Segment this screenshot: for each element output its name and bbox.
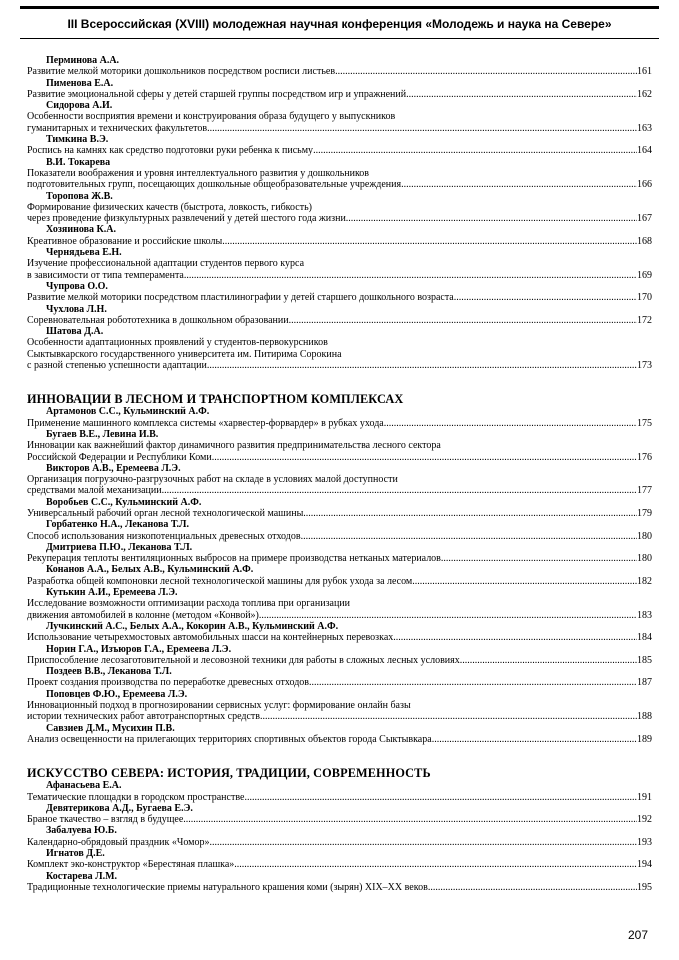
toc-entry xyxy=(27,100,652,134)
entry-page-number: 172 xyxy=(637,314,652,326)
entry-title-line xyxy=(27,270,652,281)
entry-authors: Артамонов С.С., Кульминский А.Ф. xyxy=(46,406,210,418)
dot-leader xyxy=(212,452,637,463)
entry-page-number: 183 xyxy=(637,609,652,621)
entry-authors: Норин Г.А., Изъюров Г.А., Еремеева Л.Э. xyxy=(46,643,232,655)
entry-title-text: Анализ освещенности на прилегающих территориях спортивных объектов города Сыктывкара xyxy=(27,733,432,745)
entry-authors: Торопова Ж.В. xyxy=(46,190,113,202)
entry-authors: Кутькин А.И., Еремеева Л.Э. xyxy=(46,587,178,599)
entry-title-line xyxy=(27,485,652,496)
entry-authors: Дмитриева П.Ю., Леканова Т.Л. xyxy=(46,541,193,553)
dot-leader xyxy=(401,179,637,190)
toc-entry xyxy=(27,564,652,587)
entry-title-line xyxy=(27,89,652,100)
toc-entry xyxy=(27,191,652,225)
toc-entry xyxy=(27,803,652,826)
entry-title-text: Развитие эмоциональной сферы у детей старшей группы посредством игр и упражнений xyxy=(27,88,407,100)
entry-title-line xyxy=(27,655,652,666)
toc-entry xyxy=(27,224,652,247)
entry-page-number: 173 xyxy=(637,360,652,372)
toc-entry xyxy=(27,542,652,565)
entry-page-number: 182 xyxy=(637,575,652,587)
dot-leader xyxy=(184,270,637,281)
entry-page-number: 185 xyxy=(637,654,652,666)
entry-authors: Чупрова О.О. xyxy=(46,280,108,292)
entry-page-number: 179 xyxy=(637,507,652,519)
entry-authors: Пименова Е.А. xyxy=(46,77,114,89)
entry-authors: Хозяинова К.А. xyxy=(46,224,116,236)
entry-title-text: Соревновательная робототехника в дошкольном образовании xyxy=(27,314,289,326)
entry-title-text: с разной степенью успешности адаптации xyxy=(27,360,207,372)
dot-leader xyxy=(289,315,637,326)
entry-title-line xyxy=(27,123,652,134)
entry-title-line xyxy=(27,576,652,587)
dot-leader xyxy=(406,89,637,100)
entry-title-line: Особенности восприятия времени и конструирования образа будущего у выпускников xyxy=(27,111,396,123)
entry-page-number: 180 xyxy=(637,553,652,565)
entry-title-line xyxy=(27,418,652,429)
dot-leader xyxy=(441,553,637,564)
entry-title-text: Развитие мелкой моторики дошкольников посредством росписи листьев xyxy=(27,66,336,78)
toc-entry xyxy=(27,723,652,746)
dot-leader xyxy=(393,632,637,643)
entry-authors: Шатова Д.А. xyxy=(46,326,104,338)
dot-leader xyxy=(209,837,637,848)
dot-leader xyxy=(335,66,637,77)
dot-leader xyxy=(259,610,637,621)
entry-title-line: Изучение профессиональной адаптации студентов первого курса xyxy=(27,258,305,270)
entry-authors: В.И. Токарева xyxy=(46,156,111,168)
toc-entry xyxy=(27,406,652,429)
entry-authors: Поповцев Ф.Ю., Еремеева Л.Э. xyxy=(46,688,188,700)
section-heading: ИСКУССТВО СЕВЕРА: ИСТОРИЯ, ТРАДИЦИИ, СОВРЕМЕННОСТЬ xyxy=(27,766,431,781)
entry-title-text: Универсальный рабочий орган лесной технологической машины xyxy=(27,507,304,519)
toc-entry xyxy=(27,519,652,542)
dot-leader xyxy=(207,123,637,134)
entry-title-text: гуманитарных и технических факультетов xyxy=(27,122,208,134)
entry-page-number: 169 xyxy=(637,269,652,281)
toc-entry xyxy=(27,463,652,497)
entry-page-number: 163 xyxy=(637,122,652,134)
entry-authors: Бугаев В.Е., Левина И.В. xyxy=(46,428,159,440)
entry-title-text: Российской Федерации и Республики Коми xyxy=(27,451,212,463)
toc-entry xyxy=(27,666,652,689)
entry-title-line: Сыктывкарского государственного университета им. Питирима Сорокина xyxy=(27,348,342,360)
entry-title-line xyxy=(27,677,652,688)
toc-entry xyxy=(27,304,652,327)
entry-page-number: 192 xyxy=(637,814,652,826)
toc-entry xyxy=(27,780,652,803)
entry-title-line: Формирование физических качеств (быстрота, ловкость, гибкость) xyxy=(27,201,312,213)
toc-entry xyxy=(27,587,652,621)
entry-title-text: средствами малой механизации xyxy=(27,485,162,497)
entry-authors: Тимкина В.Э. xyxy=(46,134,109,146)
entry-title-line: Инновации как важнейший фактор динамичного развития предпринимательства лесного сектора xyxy=(27,440,441,452)
dot-leader xyxy=(303,508,637,519)
dot-leader xyxy=(222,236,637,247)
dot-leader xyxy=(162,485,637,496)
section-heading: ИННОВАЦИИ В ЛЕСНОМ И ТРАНСПОРТНОМ КОМПЛЕКСАХ xyxy=(27,392,404,407)
entry-page-number: 194 xyxy=(637,859,652,871)
dot-leader xyxy=(244,792,637,803)
entry-title-text: через проведение физкультурных развлечений у детей шестого года жизни xyxy=(27,213,346,225)
entry-page-number: 176 xyxy=(637,451,652,463)
toc-entry xyxy=(27,644,652,667)
entry-title-line xyxy=(27,236,652,247)
conference-title: III Всероссийская (XVIII) молодежная научная конференция «Молодежь и наука на Севере» xyxy=(67,16,612,31)
entry-page-number: 191 xyxy=(637,791,652,803)
entry-authors: Сидорова А.И. xyxy=(46,100,113,112)
entry-title-line: Организация погрузочно-разгрузочных работ на складе в условиях малой доступности xyxy=(27,474,398,486)
entry-page-number: 188 xyxy=(637,711,652,723)
toc-entry xyxy=(27,134,652,157)
page-number: 207 xyxy=(628,928,649,942)
entry-title-line: Инновационный подход в прогнозировании сервисных услуг: формирование онлайн базы xyxy=(27,700,411,712)
toc-entry xyxy=(27,848,652,871)
entry-title-line xyxy=(27,734,652,745)
toc-entry xyxy=(27,497,652,520)
entry-title-text: в зависимости от типа темперамента xyxy=(27,269,184,281)
dot-leader xyxy=(460,655,637,666)
entry-title-text: Тематические площадки в городском пространстве xyxy=(27,791,245,803)
entry-authors: Чернядьева Е.Н. xyxy=(46,247,122,259)
entry-title-text: Роспись на камнях как средство подготовки руки ребенка к письму xyxy=(27,145,314,157)
entry-title-line xyxy=(27,837,652,848)
entry-title-line: Особенности адаптационных проявлений у студентов-первокурсников xyxy=(27,337,328,349)
entry-authors: Перминова А.А. xyxy=(46,55,120,66)
entry-authors: Воробьев С.С., Кульминский А.Ф. xyxy=(46,496,202,508)
dot-leader xyxy=(309,677,637,688)
entry-title-line xyxy=(27,531,652,542)
dot-leader xyxy=(260,711,637,722)
entry-page-number: 167 xyxy=(637,213,652,225)
dot-leader xyxy=(234,859,637,870)
entry-title-text: Браное ткачество – взгляд в будущее xyxy=(27,814,184,826)
entry-page-number: 166 xyxy=(637,179,652,191)
entry-page-number: 187 xyxy=(637,677,652,689)
dot-leader xyxy=(428,882,637,893)
entry-page-number: 177 xyxy=(637,485,652,497)
toc-entry xyxy=(27,689,652,723)
entry-title-line xyxy=(27,859,652,870)
entry-page-number: 162 xyxy=(637,88,652,100)
entry-title-line xyxy=(27,610,652,621)
toc-entry xyxy=(27,157,652,191)
dot-leader xyxy=(183,814,637,825)
toc-entry xyxy=(27,78,652,101)
entry-title-line xyxy=(27,360,652,371)
entry-authors: Горбатенко Н.А., Леканова Т.Л. xyxy=(46,519,189,531)
entry-authors: Игнатов Д.Е. xyxy=(46,848,105,859)
entry-title-line: Показатели воображения и уровня интеллектуального развития у дошкольников xyxy=(27,167,370,179)
entry-title-line xyxy=(27,711,652,722)
entry-title-line xyxy=(27,315,652,326)
entry-title-text: истории технических работ автотранспортных средств xyxy=(27,711,261,723)
entry-authors: Викторов А.В., Еремеева Л.Э. xyxy=(46,462,181,474)
dot-leader xyxy=(384,418,637,429)
entry-title-line xyxy=(27,792,652,803)
entry-authors: Лучкинский А.С., Белых А.А., Кокорин А.В., Кульминский А.Ф. xyxy=(46,620,339,632)
section-gap xyxy=(27,745,652,767)
entry-title-line xyxy=(27,66,652,77)
entry-title-text: Календарно-обрядовый праздник «Чомор» xyxy=(27,836,210,848)
entry-title-text: Использование четырехмостовых автомобильных шасси на контейнерных перевозках xyxy=(27,632,394,644)
entry-authors: Поздеев В.В., Леканова Т.Л. xyxy=(46,666,172,678)
entry-title-line xyxy=(27,292,652,303)
entry-title-text: Способ использования низкопотенциальных древесных отходов xyxy=(27,530,301,542)
entry-authors: Афанасьева Е.А. xyxy=(46,780,122,792)
dot-leader xyxy=(432,734,637,745)
dot-leader xyxy=(346,213,637,224)
table-of-contents xyxy=(27,55,652,893)
toc-entry xyxy=(27,429,652,463)
entry-title-text: Креативное образование и российские школы xyxy=(27,235,223,247)
entry-page-number: 164 xyxy=(637,145,652,157)
entry-title-line: Исследование возможности оптимизации расхода топлива при организации xyxy=(27,598,351,610)
entry-title-text: движения автомобилей в колонне (методом «Конвой») xyxy=(27,609,259,621)
entry-title-text: Развитие мелкой моторики посредством пластилинографии у детей старшего дошкольного возраста xyxy=(27,292,454,304)
entry-page-number: 193 xyxy=(637,836,652,848)
toc-entry xyxy=(27,825,652,848)
entry-title-line xyxy=(27,179,652,190)
toc-entry xyxy=(27,247,652,281)
running-header xyxy=(20,6,659,39)
dot-leader xyxy=(454,292,637,303)
toc-entry xyxy=(27,281,652,304)
entry-title-text: Комплект эко-конструктор «Берестяная плашка» xyxy=(27,859,235,871)
entry-title-line xyxy=(27,553,652,564)
entry-title-text: Разработка общей компоновки лесной технологической машины для рубок ухода за лесом xyxy=(27,575,413,587)
entry-title-text: подготовительных групп, посещающих дошкольные общеобразовательные учреждения xyxy=(27,179,402,191)
entry-authors: Савзиев Д.М., Мусихин П.В. xyxy=(46,722,175,734)
toc-entry xyxy=(27,871,652,894)
entry-authors: Чухлова Л.Н. xyxy=(46,303,107,315)
entry-title-line xyxy=(27,508,652,519)
entry-page-number: 161 xyxy=(637,66,652,78)
entry-page-number: 170 xyxy=(637,292,652,304)
entry-title-line xyxy=(27,213,652,224)
dot-leader xyxy=(207,360,637,371)
entry-page-number: 189 xyxy=(637,733,652,745)
entry-title-text: Рекуперация теплоты вентиляционных выбросов на примере производства нетканых материалов xyxy=(27,553,441,565)
toc-entry xyxy=(27,55,652,78)
toc-entry xyxy=(27,621,652,644)
toc-entry xyxy=(27,326,652,371)
entry-authors: Забалуева Ю.Б. xyxy=(46,825,117,837)
entry-authors: Конанов А.А., Белых А.В., Кульминский А.Ф. xyxy=(46,564,254,576)
entry-title-line xyxy=(27,814,652,825)
dot-leader xyxy=(412,576,637,587)
entry-authors: Костарева Л.М. xyxy=(46,870,118,882)
entry-title-line xyxy=(27,882,652,893)
entry-title-text: Традиционные технологические приемы натурального крашения коми (зырян) XIX–XX веков xyxy=(27,881,428,893)
entry-title-line xyxy=(27,632,652,643)
entry-page-number: 195 xyxy=(637,881,652,893)
entry-title-text: Приспособление лесозаготовительной и лесовозной техники для работы в сложных лесных условиях xyxy=(27,654,460,666)
entry-authors: Девятерикова А.Д., Бугаева Е.Э. xyxy=(46,802,193,814)
dot-leader xyxy=(301,531,637,542)
dot-leader xyxy=(313,145,637,156)
entry-page-number: 175 xyxy=(637,417,652,429)
entry-title-line xyxy=(27,452,652,463)
entry-page-number: 180 xyxy=(637,530,652,542)
entry-title-text: Проект создания производства по переработке древесных отходов xyxy=(27,677,310,689)
entry-title-text: Применение машинного комплекса системы «харвестер-форвардер» в рубках ухода xyxy=(27,417,384,429)
entry-page-number: 184 xyxy=(637,632,652,644)
entry-title-line xyxy=(27,145,652,156)
section-gap xyxy=(27,371,652,393)
entry-page-number: 168 xyxy=(637,235,652,247)
